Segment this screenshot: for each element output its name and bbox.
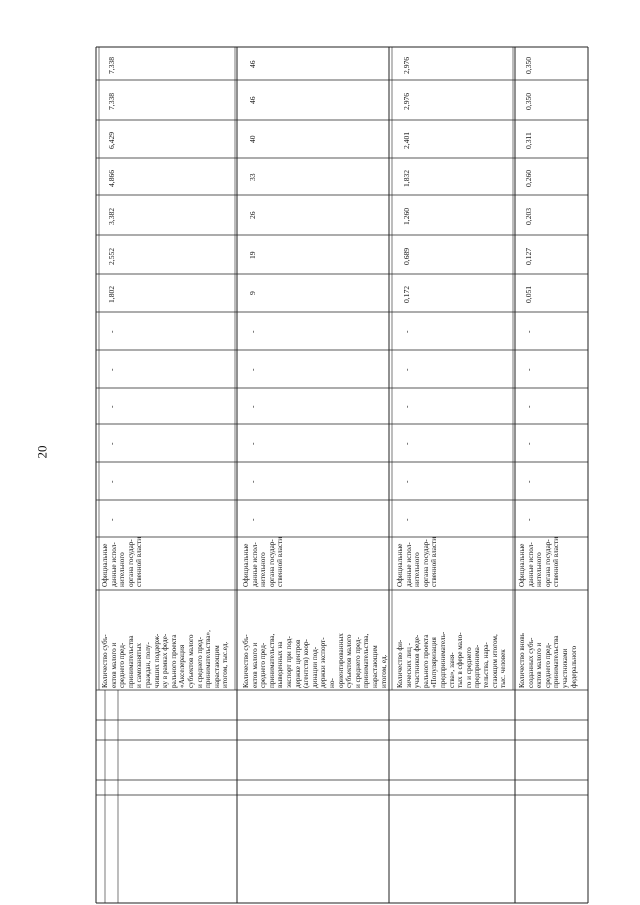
blank-cell: - bbox=[524, 330, 533, 333]
value-cell: 2,401 bbox=[402, 131, 411, 149]
value-cell: 7,338 bbox=[107, 92, 116, 110]
value-cell: 33 bbox=[248, 172, 257, 181]
value-cell: 2,976 bbox=[402, 56, 411, 74]
indicator-text: Количество субъ- ектов малого и среднего пред- принимательства и самозанятых граждан, полу- чивших поддерж- ку в рамках феде- рального проекта «Акселерация субъектов малого и среднего пред- принимательства», нарастающим итогом, тыс.ед. bbox=[101, 630, 230, 688]
value-cell: 40 bbox=[248, 135, 257, 143]
blank-cell: - bbox=[402, 517, 411, 521]
source-text: Официальные данные испол- нительного органа государ- ственной власти bbox=[242, 536, 285, 587]
blank-cell: - bbox=[524, 517, 533, 521]
source-text: Официальные данные испол- нительного органа государ- ственной власти bbox=[396, 536, 439, 587]
value-cell: 0,127 bbox=[524, 247, 533, 265]
value-cell: 19 bbox=[248, 250, 257, 259]
value-cell: 0,350 bbox=[524, 56, 533, 74]
blank-cell: - bbox=[248, 517, 257, 521]
blank-cell: - bbox=[248, 405, 257, 408]
page-number: 20 bbox=[34, 445, 50, 459]
value-cell: 2,976 bbox=[402, 92, 411, 110]
value-cell: 46 bbox=[248, 96, 257, 104]
source-text: Официальные данные испол- нительного органа государ- ственной власти bbox=[101, 536, 144, 587]
blank-cell: - bbox=[107, 405, 116, 408]
value-cell: 6,429 bbox=[107, 131, 116, 149]
value-cell: 1,832 bbox=[402, 169, 411, 187]
blank-cell: - bbox=[524, 405, 533, 408]
value-cell: 2,552 bbox=[107, 247, 116, 265]
indicator-text: Количество субъ- ектов малого и среднего пред- принимательства, выведенных на экспорт при под- держке центров (агентств) коор- динации под- держки экспорт- но- ориентированных субъектов малого и среднего пред- принимательства, нарастающим итогом, ед. bbox=[242, 633, 388, 688]
value-cell: 0,203 bbox=[524, 207, 533, 225]
blank-cell: - bbox=[248, 330, 257, 333]
blank-cell: - bbox=[248, 442, 257, 445]
blank-cell: - bbox=[524, 442, 533, 445]
value-cell: 0,689 bbox=[402, 247, 411, 265]
blank-cell: - bbox=[248, 368, 257, 371]
value-cell: 3,382 bbox=[107, 207, 116, 225]
blank-cell: - bbox=[524, 368, 533, 371]
blank-cell: - bbox=[107, 368, 116, 371]
value-cell: 9 bbox=[248, 291, 257, 295]
value-cell: 0,350 bbox=[524, 92, 533, 110]
blank-cell: - bbox=[402, 405, 411, 408]
blank-cell: - bbox=[402, 442, 411, 445]
blank-cell: - bbox=[107, 517, 116, 521]
blank-cell: - bbox=[107, 330, 116, 333]
blank-cell: - bbox=[107, 480, 116, 483]
value-cell: 4,866 bbox=[107, 169, 116, 187]
value-cell: 26 bbox=[248, 211, 257, 219]
value-cell: 0,260 bbox=[524, 169, 533, 187]
value-cell: 0,172 bbox=[402, 285, 411, 303]
blank-cell: - bbox=[107, 442, 116, 445]
value-cell: 1,260 bbox=[402, 207, 411, 225]
value-cell: 0,051 bbox=[524, 285, 533, 303]
blank-cell: - bbox=[248, 480, 257, 483]
value-cell: 0,311 bbox=[524, 132, 533, 149]
blank-cell: - bbox=[402, 368, 411, 371]
indicator-text: Количество фи- зических лиц - участников феде- рального проекта «Популяризация предприниматель- ства», заня- тых в сфере мало- го и среднего предпринима- тельства, нара- стающим итогом, тыс. человек bbox=[396, 631, 508, 688]
source-text: Официальные данные испол- нительного органа государ- ственной власти bbox=[518, 536, 561, 587]
blank-cell: - bbox=[402, 480, 411, 483]
value-cell: 1,802 bbox=[107, 285, 116, 303]
value-cell: 46 bbox=[248, 59, 257, 68]
value-cell: 7,338 bbox=[107, 56, 116, 74]
blank-cell: - bbox=[524, 480, 533, 483]
indicator-text: Количество вновь созданных субъ- ектов малого и среднего пред- принимательства участниками федерального bbox=[518, 633, 578, 688]
blank-cell: - bbox=[402, 330, 411, 333]
